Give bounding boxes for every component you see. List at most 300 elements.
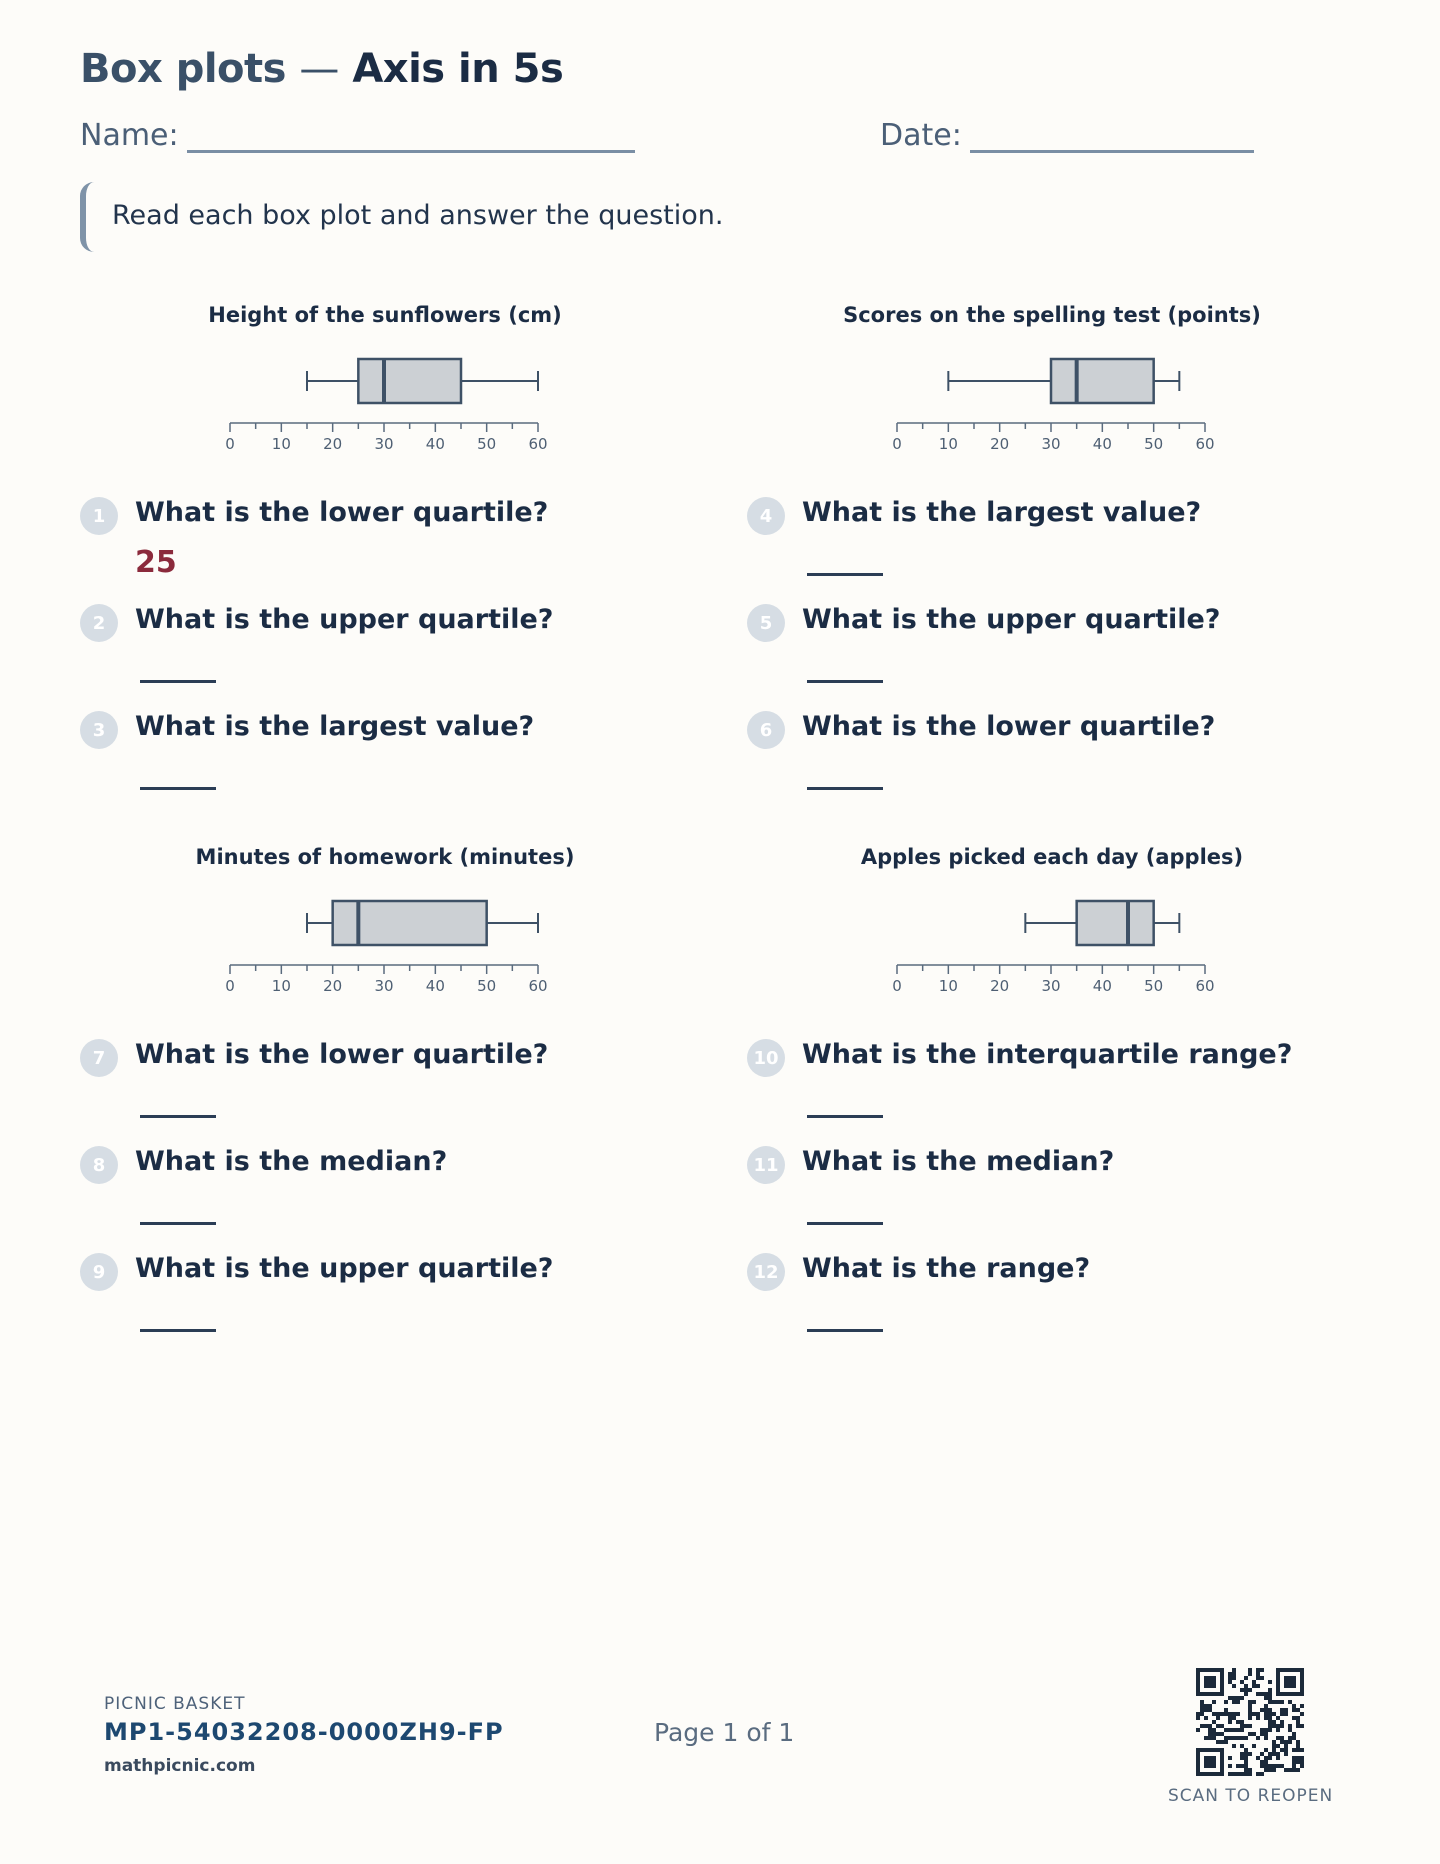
qr-module [1252, 1712, 1256, 1716]
qr-module [1252, 1732, 1256, 1736]
qr-module [1256, 1756, 1260, 1760]
qr-module [1224, 1700, 1228, 1704]
qr-module [1292, 1760, 1296, 1764]
qr-module [1200, 1724, 1204, 1728]
qr-module [1240, 1724, 1244, 1728]
qr-module [1248, 1772, 1252, 1776]
page-indicator: Page 1 of 1 [654, 1718, 795, 1747]
qr-module [1236, 1764, 1240, 1768]
qr-module [1212, 1736, 1216, 1740]
qr-module [1228, 1736, 1232, 1740]
qr-module [1248, 1700, 1252, 1704]
qr-module [1300, 1764, 1304, 1768]
qr-module [1296, 1724, 1300, 1728]
tick-label: 0 [225, 435, 235, 453]
qr-module [1208, 1736, 1212, 1740]
question-number-badge: 1 [80, 497, 118, 535]
qr-module [1272, 1748, 1276, 1752]
qr-module [1216, 1712, 1220, 1716]
qr-module [1264, 1736, 1268, 1740]
qr-module [1268, 1752, 1272, 1756]
qr-module [1220, 1740, 1224, 1744]
qr-module [1204, 1708, 1208, 1712]
qr-module [1260, 1760, 1264, 1764]
answer-line[interactable] [807, 680, 883, 683]
question-number-badge: 6 [747, 711, 785, 749]
qr-module [1232, 1728, 1236, 1732]
instructions-text: Read each box plot and answer the question. [112, 200, 724, 231]
tick-label: 50 [1144, 977, 1164, 995]
qr-module [1268, 1768, 1272, 1772]
qr-module [1264, 1728, 1268, 1732]
plot-title-4: Apples picked each day (apples) [860, 845, 1244, 869]
answer-line[interactable] [807, 573, 883, 576]
qr-module [1212, 1728, 1216, 1732]
qr-module [1204, 1716, 1208, 1720]
qr-module [1244, 1768, 1248, 1772]
qr-module [1264, 1712, 1268, 1716]
tick-label: 10 [271, 435, 291, 453]
answer-line[interactable] [807, 1222, 883, 1225]
qr-module [1252, 1744, 1256, 1748]
tick-label: 60 [1195, 435, 1215, 453]
tick-label: 30 [1041, 435, 1061, 453]
qr-module [1224, 1712, 1228, 1716]
qr-module [1260, 1692, 1264, 1696]
qr-module [1228, 1756, 1232, 1760]
qr-module [1272, 1712, 1276, 1716]
qr-module [1228, 1712, 1232, 1716]
qr-module [1300, 1724, 1304, 1728]
question-text: What is the lower quartile? [802, 711, 1216, 742]
name-label: Name: [80, 118, 179, 153]
tick-label: 40 [425, 435, 445, 453]
qr-module [1244, 1760, 1248, 1764]
qr-module [1252, 1700, 1256, 1704]
qr-module [1264, 1708, 1268, 1712]
qr-module [1240, 1764, 1244, 1768]
iqr-box [358, 359, 461, 403]
qr-module [1200, 1712, 1204, 1716]
qr-module [1268, 1680, 1272, 1684]
question-number-badge: 5 [747, 604, 785, 642]
qr-module [1232, 1684, 1236, 1688]
qr-module [1280, 1724, 1284, 1728]
qr-module [1200, 1708, 1204, 1712]
qr-module [1212, 1700, 1216, 1704]
qr-module [1204, 1736, 1208, 1740]
qr-module [1244, 1748, 1248, 1752]
qr-module [1296, 1760, 1300, 1764]
qr-module [1296, 1768, 1300, 1772]
question-number-badge: 9 [80, 1253, 118, 1291]
qr-module [1264, 1704, 1268, 1708]
qr-module [1288, 1728, 1292, 1732]
scan-caption: SCAN TO REOPEN [1168, 1786, 1334, 1806]
qr-module [1256, 1668, 1260, 1672]
qr-module [1272, 1744, 1276, 1748]
tick-label: 40 [1092, 977, 1112, 995]
iqr-box [333, 901, 487, 945]
qr-module [1240, 1744, 1244, 1748]
answer-line[interactable] [140, 1115, 216, 1118]
tick-label: 0 [225, 977, 235, 995]
qr-module [1236, 1700, 1240, 1704]
qr-module [1288, 1768, 1292, 1772]
qr-module [1288, 1740, 1292, 1744]
worksheet-title [80, 46, 563, 92]
qr-module [1196, 1716, 1200, 1720]
qr-module [1300, 1760, 1304, 1764]
tick-label: 50 [477, 435, 497, 453]
qr-module [1224, 1728, 1228, 1732]
tick-label: 40 [425, 977, 445, 995]
qr-module [1228, 1720, 1232, 1724]
qr-module [1284, 1708, 1288, 1712]
qr-module [1220, 1732, 1224, 1736]
question-text: What is the upper quartile? [802, 604, 1221, 635]
tick-label: 20 [323, 435, 343, 453]
qr-module [1244, 1772, 1248, 1776]
qr-module [1236, 1772, 1240, 1776]
qr-module [1272, 1768, 1276, 1772]
qr-module [1240, 1752, 1244, 1756]
qr-module [1244, 1724, 1248, 1728]
box-plot-homework [220, 882, 560, 1002]
footer-site-link[interactable]: mathpicnic.com [104, 1756, 256, 1776]
question-number-badge: 3 [80, 711, 118, 749]
qr-module [1268, 1716, 1272, 1720]
qr-module [1224, 1708, 1228, 1712]
qr-module [1256, 1772, 1260, 1776]
qr-module [1276, 1756, 1280, 1760]
qr-module [1276, 1724, 1280, 1728]
qr-module [1232, 1672, 1236, 1676]
box-plot-sunflowers [220, 340, 560, 460]
qr-module [1240, 1720, 1244, 1724]
tick-label: 40 [1092, 435, 1112, 453]
answer-text[interactable]: 25 [135, 545, 177, 580]
qr-module [1244, 1688, 1248, 1692]
qr-module [1260, 1732, 1264, 1736]
qr-module [1248, 1752, 1252, 1756]
question-number-badge: 4 [747, 497, 785, 535]
answer-line[interactable] [140, 1222, 216, 1225]
date-input-line[interactable] [970, 150, 1254, 153]
qr-module [1296, 1744, 1300, 1748]
tick-label: 60 [528, 435, 548, 453]
question-number-badge: 12 [747, 1253, 785, 1291]
qr-module [1292, 1732, 1296, 1736]
qr-module [1260, 1772, 1264, 1776]
qr-module [1268, 1700, 1272, 1704]
qr-module [1268, 1688, 1272, 1692]
qr-module [1280, 1764, 1284, 1768]
qr-module [1276, 1764, 1280, 1768]
qr-module [1300, 1704, 1304, 1708]
qr-module [1256, 1684, 1260, 1688]
question-text: What is the interquartile range? [802, 1039, 1293, 1070]
qr-module [1264, 1756, 1268, 1760]
qr-module [1260, 1708, 1264, 1712]
qr-module [1276, 1716, 1280, 1720]
qr-module [1220, 1712, 1224, 1716]
qr-module [1212, 1732, 1216, 1736]
plot-title-3: Minutes of homework (minutes) [195, 845, 575, 869]
question-text: What is the lower quartile? [135, 497, 549, 528]
qr-module [1264, 1692, 1268, 1696]
qr-module [1244, 1764, 1248, 1768]
answer-line[interactable] [140, 787, 216, 790]
qr-module [1264, 1748, 1268, 1752]
qr-module [1256, 1672, 1260, 1676]
iqr-box [1051, 359, 1154, 403]
qr-module [1200, 1704, 1204, 1708]
name-input-line[interactable] [187, 150, 635, 153]
qr-module [1248, 1768, 1252, 1772]
qr-module [1228, 1716, 1232, 1720]
qr-module [1272, 1752, 1276, 1756]
qr-module [1248, 1712, 1252, 1716]
qr-module [1292, 1708, 1296, 1712]
qr-module [1216, 1724, 1220, 1728]
question-text: What is the lower quartile? [135, 1039, 549, 1070]
qr-module [1196, 1712, 1200, 1716]
qr-module [1236, 1696, 1240, 1700]
qr-module [1284, 1676, 1296, 1688]
qr-module [1232, 1772, 1236, 1776]
qr-module [1264, 1732, 1268, 1736]
qr-module [1292, 1768, 1296, 1772]
question-number-badge: 7 [80, 1039, 118, 1077]
qr-module [1240, 1688, 1244, 1692]
qr-module [1276, 1752, 1280, 1756]
qr-module [1272, 1720, 1276, 1724]
date-field [880, 118, 1254, 153]
qr-module [1300, 1756, 1304, 1760]
qr-module [1228, 1764, 1232, 1768]
qr-module [1284, 1748, 1288, 1752]
qr-module [1264, 1696, 1268, 1700]
qr-module [1276, 1744, 1280, 1748]
qr-module [1264, 1764, 1268, 1768]
qr-module [1288, 1724, 1292, 1728]
qr-module [1236, 1736, 1240, 1740]
qr-module [1208, 1704, 1212, 1708]
qr-module [1260, 1752, 1264, 1756]
qr-module [1280, 1720, 1284, 1724]
qr-module [1276, 1736, 1280, 1740]
qr-module [1280, 1700, 1284, 1704]
qr-module [1268, 1764, 1272, 1768]
qr-module [1244, 1752, 1248, 1756]
tick-label: 10 [938, 977, 958, 995]
qr-module [1256, 1716, 1260, 1720]
qr-module [1232, 1712, 1236, 1716]
qr-module [1204, 1756, 1216, 1768]
qr-module [1248, 1688, 1252, 1692]
qr-module [1228, 1696, 1232, 1700]
qr-module [1256, 1676, 1260, 1680]
qr-module [1244, 1756, 1248, 1760]
qr-module [1260, 1676, 1264, 1680]
qr-module [1248, 1704, 1252, 1708]
question-text: What is the median? [135, 1146, 448, 1177]
name-field [80, 118, 635, 153]
qr-module [1276, 1700, 1280, 1704]
qr-module [1208, 1728, 1212, 1732]
box-plot-apples [887, 882, 1227, 1002]
qr-module [1248, 1708, 1252, 1712]
qr-module [1232, 1668, 1236, 1672]
qr-module [1280, 1748, 1284, 1752]
qr-module [1292, 1748, 1296, 1752]
qr-module [1268, 1720, 1272, 1724]
worksheet-code: MP1-54032208-0000ZH9-FP [104, 1718, 504, 1746]
question-number-badge: 2 [80, 604, 118, 642]
qr-module [1236, 1728, 1240, 1732]
qr-module [1232, 1676, 1236, 1680]
qr-module [1200, 1700, 1204, 1704]
qr-module [1240, 1696, 1244, 1700]
qr-module [1252, 1680, 1256, 1684]
qr-code-icon[interactable] [1196, 1668, 1304, 1776]
answer-line[interactable] [807, 1329, 883, 1332]
answer-line[interactable] [140, 680, 216, 683]
question-number-badge: 8 [80, 1146, 118, 1184]
qr-module [1208, 1732, 1212, 1736]
qr-module [1208, 1708, 1212, 1712]
qr-module [1240, 1772, 1244, 1776]
question-number-badge: 10 [747, 1039, 785, 1077]
qr-module [1264, 1768, 1268, 1772]
qr-module [1300, 1712, 1304, 1716]
qr-module [1288, 1700, 1292, 1704]
qr-module [1264, 1760, 1268, 1764]
qr-module [1228, 1672, 1232, 1676]
qr-module [1284, 1744, 1288, 1748]
qr-module [1240, 1680, 1244, 1684]
qr-module [1292, 1736, 1296, 1740]
qr-module [1276, 1728, 1280, 1732]
title-main: Box plots [80, 46, 286, 92]
qr-module [1216, 1740, 1220, 1744]
qr-module [1232, 1716, 1236, 1720]
qr-module [1232, 1744, 1236, 1748]
qr-module [1296, 1708, 1300, 1712]
qr-module [1248, 1672, 1252, 1676]
qr-module [1284, 1752, 1288, 1756]
plot-title-2: Scores on the spelling test (points) [843, 303, 1261, 327]
qr-module [1260, 1728, 1264, 1732]
question-number-badge: 11 [747, 1146, 785, 1184]
tick-label: 60 [1195, 977, 1215, 995]
qr-module [1256, 1712, 1260, 1716]
qr-module [1232, 1736, 1236, 1740]
question-text: What is the upper quartile? [135, 604, 554, 635]
qr-module [1268, 1756, 1272, 1760]
qr-module [1216, 1716, 1220, 1720]
tick-label: 20 [323, 977, 343, 995]
qr-module [1284, 1768, 1288, 1772]
tick-label: 20 [990, 435, 1010, 453]
qr-module [1268, 1708, 1272, 1712]
qr-module [1272, 1724, 1276, 1728]
answer-line[interactable] [807, 787, 883, 790]
qr-module [1212, 1720, 1216, 1724]
qr-module [1220, 1724, 1224, 1728]
question-text: What is the median? [802, 1146, 1115, 1177]
qr-module [1248, 1732, 1252, 1736]
tick-label: 50 [477, 977, 497, 995]
qr-module [1268, 1728, 1272, 1732]
qr-module [1240, 1756, 1244, 1760]
instructions-callout [80, 182, 724, 252]
qr-module [1204, 1724, 1208, 1728]
box-plot-spelling [887, 340, 1227, 460]
qr-module [1296, 1740, 1300, 1744]
date-label: Date: [880, 118, 962, 153]
footer-brand: PICNIC BASKET [104, 1694, 246, 1714]
tick-label: 0 [892, 977, 902, 995]
answer-line[interactable] [807, 1115, 883, 1118]
qr-module [1232, 1700, 1236, 1704]
question-text: What is the upper quartile? [135, 1253, 554, 1284]
qr-module [1260, 1668, 1264, 1672]
title-dash: — [299, 46, 339, 92]
qr-module [1224, 1736, 1228, 1740]
qr-module [1280, 1740, 1284, 1744]
qr-module [1268, 1712, 1272, 1716]
qr-module [1296, 1748, 1300, 1752]
tick-label: 10 [271, 977, 291, 995]
qr-module [1212, 1712, 1216, 1716]
qr-module [1268, 1692, 1272, 1696]
iqr-box [1077, 901, 1154, 945]
qr-module [1244, 1684, 1248, 1688]
title-sub: Axis in 5s [352, 46, 564, 92]
qr-module [1228, 1728, 1232, 1732]
qr-module [1216, 1732, 1220, 1736]
qr-module [1240, 1728, 1244, 1732]
qr-module [1300, 1748, 1304, 1752]
qr-module [1244, 1692, 1248, 1696]
qr-module [1228, 1676, 1232, 1680]
qr-module [1280, 1712, 1284, 1716]
qr-module [1296, 1756, 1300, 1760]
tick-label: 10 [938, 435, 958, 453]
qr-module [1256, 1736, 1260, 1740]
qr-module [1208, 1724, 1212, 1728]
qr-module [1272, 1700, 1276, 1704]
qr-module [1296, 1720, 1300, 1724]
tick-label: 50 [1144, 435, 1164, 453]
question-text: What is the largest value? [802, 497, 1202, 528]
qr-module [1292, 1704, 1296, 1708]
answer-line[interactable] [140, 1329, 216, 1332]
qr-module [1280, 1736, 1284, 1740]
tick-label: 20 [990, 977, 1010, 995]
tick-label: 30 [374, 435, 394, 453]
qr-module [1232, 1696, 1236, 1700]
question-text: What is the largest value? [135, 711, 535, 742]
qr-module [1196, 1728, 1200, 1732]
qr-module [1248, 1716, 1252, 1720]
qr-module [1272, 1740, 1276, 1744]
qr-module [1228, 1772, 1232, 1776]
qr-module [1236, 1712, 1240, 1716]
qr-module [1240, 1736, 1244, 1740]
